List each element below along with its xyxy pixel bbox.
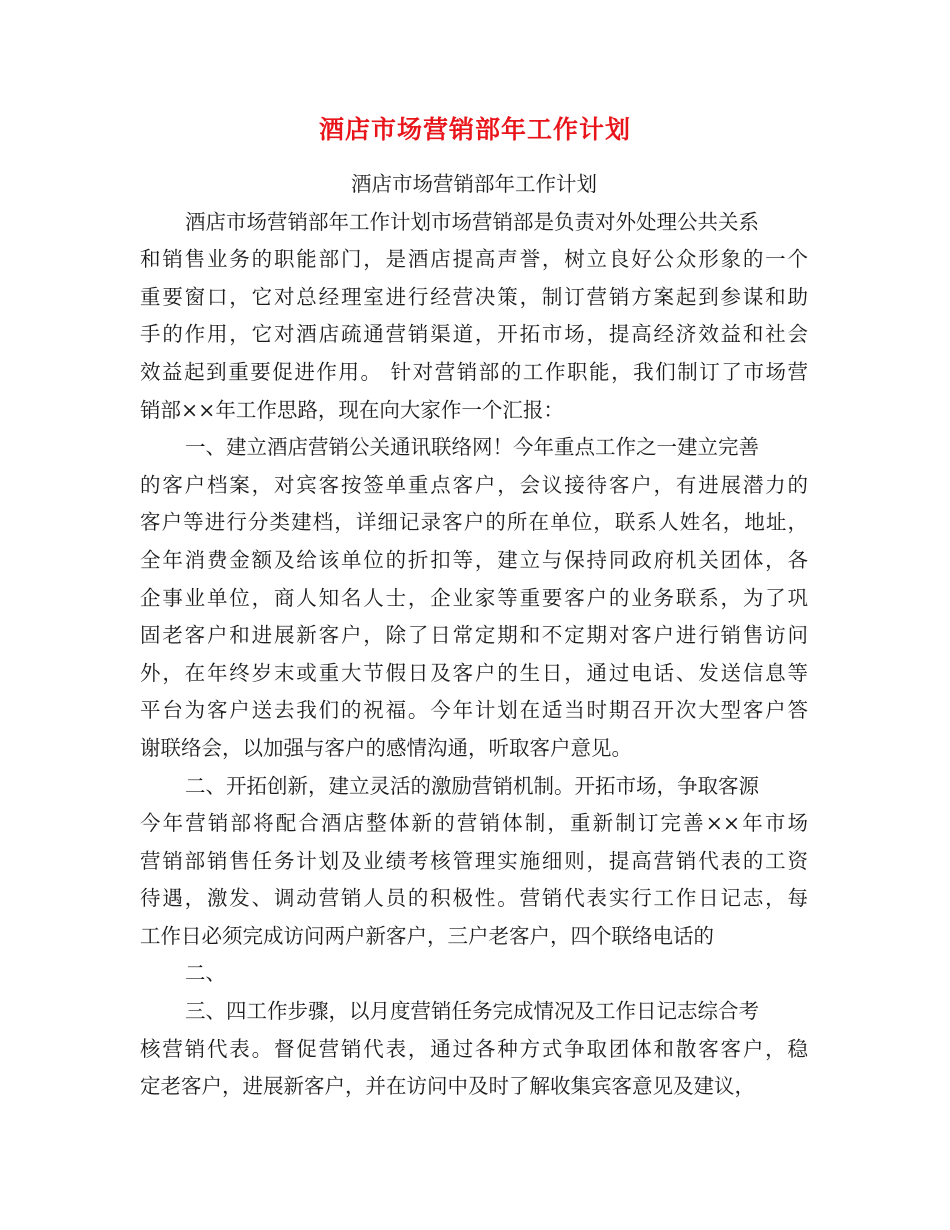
paragraph-line: 手的作用，它对酒店疏通营销渠道，开拓市场，提高经济效益和社会	[140, 322, 808, 347]
paragraph-line: 二、	[185, 961, 226, 986]
paragraph-line: 营销部销售任务计划及业绩考核管理实施细则，提高营销代表的工资	[140, 848, 808, 873]
paragraph-line: 企事业单位，商人知名人士，企业家等重要客户的业务联系，为了巩	[140, 585, 808, 610]
paragraph-line: 外，在年终岁末或重大节假日及客户的生日，通过电话、发送信息等	[140, 660, 808, 685]
paragraph-line: 待遇，激发、调动营销人员的积极性。营销代表实行工作日记志，每	[140, 886, 808, 911]
paragraph-line: 三、四工作步骤，以月度营销任务完成情况及工作日记志综合考	[185, 999, 759, 1024]
paragraph-line: 工作日必须完成访问两户新客户，三户老客户，四个联络电话的	[140, 923, 714, 948]
paragraph-line: 全年消费金额及给该单位的折扣等，建立与保持同政府机关团体，各	[140, 547, 808, 572]
paragraph-line: 核营销代表。督促营销代表，通过各种方式争取团体和散客客户，稳	[140, 1036, 808, 1061]
paragraph-line: 定老客户，进展新客户，并在访问中及时了解收集宾客意见及建议，	[140, 1074, 755, 1099]
paragraph-line: 客户等进行分类建档，详细记录客户的所在单位，联系人姓名，地址，	[140, 510, 808, 535]
document-body	[140, 166, 808, 1106]
paragraph-line: 固老客户和进展新客户，除了日常定期和不定期对客户进行销售访问	[140, 623, 808, 648]
paragraph-line: 平台为客户送去我们的祝福。今年计划在适当时期召开次大型客户答	[140, 698, 808, 723]
paragraph-line: 重要窗口，它对总经理室进行经营决策，制订营销方案起到参谋和助	[140, 284, 808, 309]
paragraph-line: 效益起到重要促进作用。 针对营销部的工作职能，我们制订了市场营	[140, 359, 808, 384]
paragraph-line: 酒店市场营销部年工作计划市场营销部是负责对外处理公共关系	[185, 209, 759, 234]
paragraph-line: 销部××年工作思路，现在向大家作一个汇报：	[140, 397, 564, 422]
paragraph-line: 的客户档案，对宾客按签单重点客户，会议接待客户，有进展潜力的	[140, 472, 808, 497]
paragraph-line: 和销售业务的职能部门，是酒店提高声誉，树立良好公众形象的一个	[140, 247, 808, 272]
paragraph-line: 一、建立酒店营销公关通讯联络网！今年重点工作之一建立完善	[185, 435, 759, 460]
document-title: 酒店市场营销部年工作计划	[318, 115, 631, 144]
paragraph-line: 二、开拓创新，建立灵活的激励营销机制。开拓市场，争取客源	[185, 773, 759, 798]
document-subtitle: 酒店市场营销部年工作计划	[351, 172, 597, 196]
paragraph-line: 今年营销部将配合酒店整体新的营销体制，重新制订完善××年市场	[140, 811, 808, 836]
paragraph-line: 谢联络会，以加强与客户的感情沟通，听取客户意见。	[140, 735, 632, 760]
